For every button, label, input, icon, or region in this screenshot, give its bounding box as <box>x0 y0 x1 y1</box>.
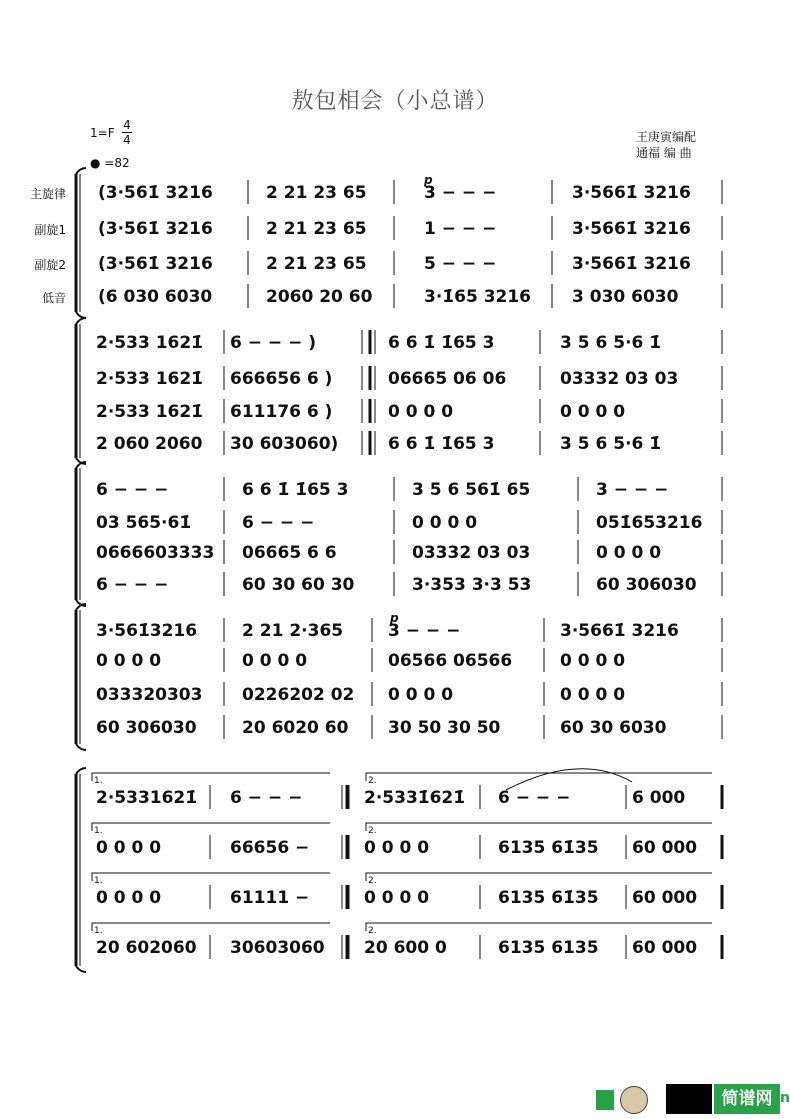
bracket-top <box>76 604 86 610</box>
volta-2-bracket <box>366 773 712 781</box>
measure-2-3-3: 0 0 0 0 <box>388 402 454 422</box>
measure-5-2-5: 60 000 <box>632 838 698 858</box>
measure-1-3-2: 2 21 23 65 <box>266 254 367 274</box>
measure-4-2-3: 06566 06566 <box>388 651 513 671</box>
measure-2-3-2: 611176 6 ) <box>230 402 333 422</box>
measure-3-2-4: 051̇653216 <box>596 513 703 533</box>
measure-3-2-1: 03 565·61̇ <box>96 513 192 533</box>
measure-2-3-4: 0 0 0 0 <box>560 402 626 422</box>
measure-5-3-4: 6135 61̇35 <box>498 888 599 908</box>
measure-2-1-1: 2·533 1621̇ <box>96 333 204 353</box>
measure-1-2-3: 1 − − − <box>424 219 497 239</box>
measure-3-2-3: 0 0 0 0 <box>412 513 478 533</box>
measure-3-4-1: 6 − − − <box>96 575 169 595</box>
bracket-top <box>76 462 86 468</box>
measure-3-4-3: 3·353 3·3 53 <box>412 575 532 595</box>
measure-3-1-1: 6 − − − <box>96 480 169 500</box>
measure-4-3-2: 0226202 02 <box>242 685 355 705</box>
measure-4-4-4: 60 30 6030 <box>560 718 667 738</box>
avatar-icon <box>620 1086 648 1114</box>
volta-2-bracket <box>366 873 712 881</box>
measure-1-1-3: 3 − − − <box>424 183 497 203</box>
volta-1-label: 1. <box>94 826 103 836</box>
volta-2-label: 2. <box>368 876 377 886</box>
measure-5-4-1: 20 602060 <box>96 938 197 958</box>
bracket-top <box>76 318 86 324</box>
part-label-2: 副旋1 <box>34 223 66 237</box>
measure-3-3-1: 0666603333 <box>96 543 215 563</box>
volta-2-label: 2. <box>368 776 377 786</box>
measure-3-3-2: 06665 6 6 <box>242 543 337 563</box>
tempo-value: =82 <box>104 156 130 170</box>
measure-4-4-3: 30 50 30 50 <box>388 718 501 738</box>
measure-1-3-3: 5 − − − <box>424 254 497 274</box>
quarter-note-icon: ● <box>90 156 101 170</box>
measure-2-3-1: 2·533 1621̇ <box>96 402 204 422</box>
part-label-1: 主旋律 <box>29 187 66 201</box>
measure-2-4-3: 6 6 1̇ 1̇65 3 <box>388 434 495 454</box>
measure-3-3-4: 0 0 0 0 <box>596 543 662 563</box>
measure-4-2-4: 0 0 0 0 <box>560 651 626 671</box>
measure-1-2-1: (3·561̇ 3216 <box>98 219 213 239</box>
measure-4-1-3: 3 − − − <box>388 621 461 641</box>
measure-4-3-1: 033320303 <box>96 685 203 705</box>
measure-1-4-2: 2060 20 60 <box>266 287 373 307</box>
measure-5-2-4: 6135 61̇35 <box>498 838 599 858</box>
key-signature: 1=F <box>90 126 115 140</box>
volta-1-label: 1. <box>94 926 103 936</box>
measure-4-3-4: 0 0 0 0 <box>560 685 626 705</box>
measure-1-3-4: 3·5661̇ 3216 <box>572 254 691 274</box>
measure-3-1-3: 3 5 6 561̇ 65 <box>412 480 531 500</box>
watermark-logo <box>596 1084 790 1114</box>
volta-2-label: 2. <box>368 926 377 936</box>
volta-1-bracket <box>92 823 330 831</box>
dynamic-mark-1: p <box>424 173 433 187</box>
measure-2-2-4: 03332 03 03 <box>560 369 679 389</box>
measure-1-4-1: (6 030 6030 <box>98 287 213 307</box>
measure-4-1-2: 2 21 2·365 <box>242 621 344 641</box>
measure-5-2-3: 0 0 0 0 <box>364 838 430 858</box>
measure-5-1-3: 2·5331̇621̇ <box>364 788 466 808</box>
measure-5-1-2: 6 − − − <box>230 788 303 808</box>
bracket-bottom <box>76 966 86 972</box>
time-top: 4 <box>123 118 131 132</box>
measure-3-4-2: 60 30 60 30 <box>242 575 355 595</box>
dynamic-mark-2: p <box>390 611 399 625</box>
measure-5-3-2: 61111 − <box>230 888 310 908</box>
measure-1-2-2: 2 21 23 65 <box>266 219 367 239</box>
measure-5-3-5: 60 000 <box>632 888 698 908</box>
composer-credit: 通福 编 曲 <box>636 146 692 160</box>
volta-1-bracket <box>92 873 330 881</box>
measure-1-1-1: (3·561̇ 3216 <box>98 183 213 203</box>
volta-2-bracket <box>366 823 712 831</box>
measure-1-4-3: 3·1̇65 3216 <box>424 287 532 307</box>
measure-5-2-1: 0 0 0 0 <box>96 838 162 858</box>
measure-2-2-3: 06665 06 06 <box>388 369 507 389</box>
measure-2-1-2: 6 − − − ) <box>230 333 317 353</box>
measure-4-1-1: 3·561̇3216 <box>96 621 198 641</box>
measure-1-2-4: 3·5661̇ 3216 <box>572 219 691 239</box>
measure-1-4-4: 3 030 6030 <box>572 287 679 307</box>
measure-2-1-3: 6 6 1̇ 1̇65 3 <box>388 333 495 353</box>
measure-4-4-1: 60 306030 <box>96 718 197 738</box>
time-bottom: 4 <box>123 133 131 147</box>
measure-3-1-2: 6 6 1̇ 1̇65 3 <box>242 480 349 500</box>
bracket-top <box>76 768 86 774</box>
bracket-bottom <box>76 744 86 750</box>
bracket-top <box>76 168 86 174</box>
tie-arc <box>506 769 632 790</box>
measure-5-4-2: 30603060 <box>230 938 325 958</box>
measure-2-4-4: 3 5 6 5·6 1̇ <box>560 434 662 454</box>
measure-5-1-1: 2·5331621̇ <box>96 788 198 808</box>
volta-2-bracket <box>366 923 712 931</box>
watermark-tail: n <box>780 1090 790 1106</box>
measure-1-1-2: 2 21 23 65 <box>266 183 367 203</box>
page-title: 敖包相会（小总谱） <box>291 89 499 114</box>
measure-5-4-5: 60 000 <box>632 938 698 958</box>
part-label-3: 副旋2 <box>34 258 66 272</box>
measure-5-4-4: 6135 6135 <box>498 938 599 958</box>
volta-1-label: 1. <box>94 776 103 786</box>
watermark-site: 简谱网 <box>714 1084 780 1114</box>
measure-3-2-2: 6 − − − <box>242 513 315 533</box>
measure-2-4-2: 30 603060) <box>230 434 339 454</box>
logo-e-icon <box>596 1090 614 1110</box>
volta-1-bracket <box>92 923 330 931</box>
measure-5-3-1: 0 0 0 0 <box>96 888 162 908</box>
measure-5-3-3: 0 0 0 0 <box>364 888 430 908</box>
measure-2-2-2: 666656 6 ) <box>230 369 333 389</box>
measure-5-4-3: 20 600 0 <box>364 938 447 958</box>
measure-4-3-3: 0 0 0 0 <box>388 685 454 705</box>
measure-4-1-4: 3·5661̇ 3216 <box>560 621 679 641</box>
measure-5-1-5: 6 000 <box>632 788 686 808</box>
logo-block <box>666 1084 712 1114</box>
measure-4-2-2: 0 0 0 0 <box>242 651 308 671</box>
volta-1-label: 1. <box>94 876 103 886</box>
measure-5-2-2: 66656 − <box>230 838 310 858</box>
measure-1-3-1: (3·561̇ 3216 <box>98 254 213 274</box>
measure-4-4-2: 20 6020 60 <box>242 718 349 738</box>
measure-2-4-1: 2 060 2060 <box>96 434 203 454</box>
measure-2-2-1: 2·533 1621̇ <box>96 369 204 389</box>
measure-5-1-4: 6 − − − <box>498 788 571 808</box>
volta-2-label: 2. <box>368 826 377 836</box>
part-label-4: 低音 <box>41 291 66 305</box>
measure-3-1-4: 3 − − − <box>596 480 669 500</box>
measure-4-2-1: 0 0 0 0 <box>96 651 162 671</box>
measure-2-1-4: 3 5 6 5·6 1̇ <box>560 333 662 353</box>
arranger-credit: 王庚寅编配 <box>636 130 697 144</box>
measure-3-3-3: 03332 03 03 <box>412 543 531 563</box>
measure-3-4-4: 60 306030 <box>596 575 697 595</box>
measure-1-1-4: 3·5661̇ 3216 <box>572 183 691 203</box>
volta-1-bracket <box>92 773 330 781</box>
